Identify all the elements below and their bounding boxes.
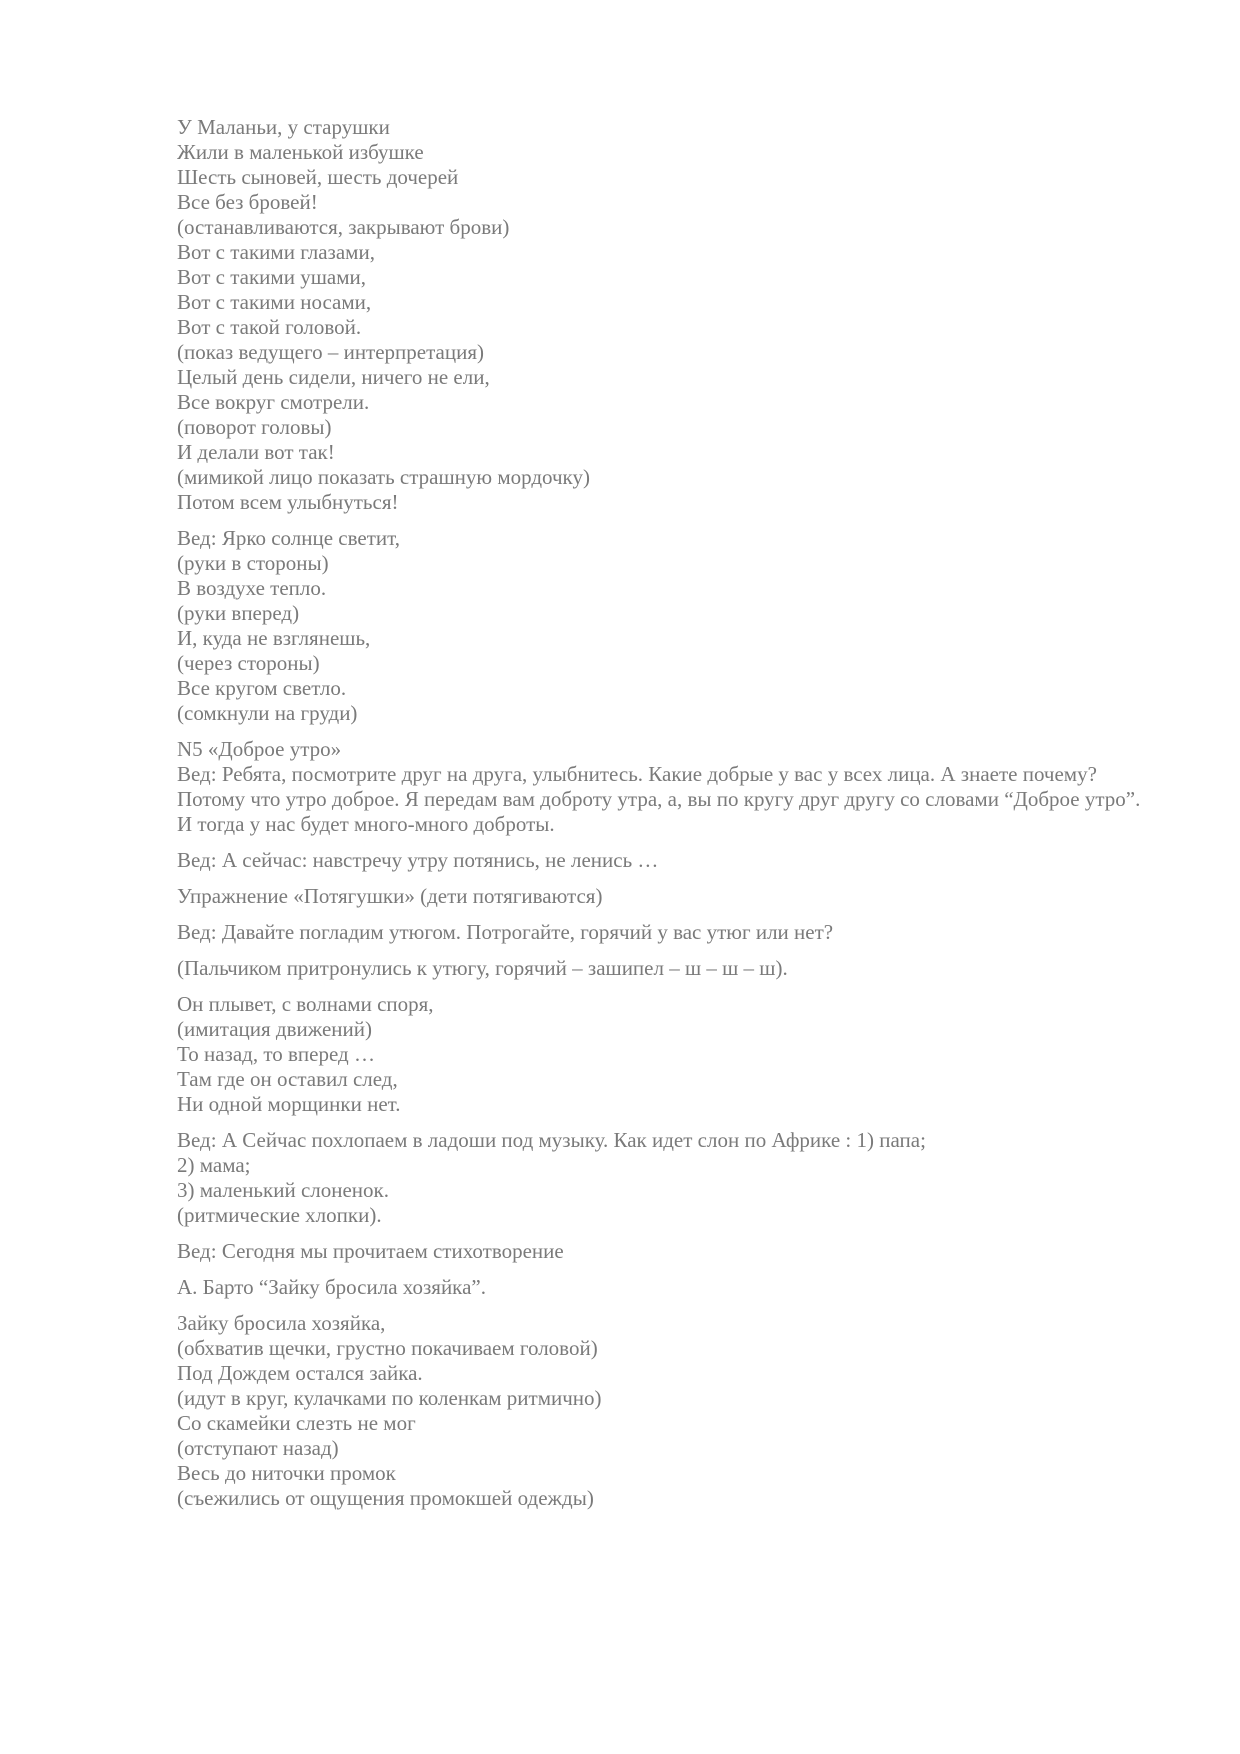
stage-direction: (останавливаются, закрывают брови)	[177, 215, 510, 239]
text-line: Вед: Сегодня мы прочитаем стихотворение	[177, 1239, 564, 1263]
stage-direction: (обхватив щечки, грустно покачиваем головой)	[177, 1336, 598, 1360]
text-line: Зайку бросила хозяйка,	[177, 1311, 386, 1335]
text-line: Целый день сидели, ничего не ели,	[177, 365, 490, 389]
poem-title-line: А. Барто “Зайку бросила хозяйка”.	[177, 1275, 486, 1299]
stage-direction: (руки вперед)	[177, 601, 300, 625]
text-line: Ни одной морщинки нет.	[177, 1092, 401, 1116]
section-elephant	[177, 1128, 1157, 1228]
verse-malanya	[177, 115, 1157, 515]
text-line: Весь до ниточки промок	[177, 1461, 396, 1485]
stage-direction: (через стороны)	[177, 651, 320, 675]
text-line: 3) маленький слоненок.	[177, 1178, 389, 1202]
text-line: Вед: А Сейчас похлопаем в ладоши под музыку. Как идет слон по Африке : 1) папа;	[177, 1128, 926, 1152]
document-body	[177, 115, 1157, 1522]
text-line: Вед: А сейчас: навстречу утру потянись, не ленись …	[177, 848, 659, 872]
text-line: Потом всем улыбнуться!	[177, 490, 399, 514]
text-line: Вот с такими глазами,	[177, 240, 375, 264]
paragraph: Вед: Ребята, посмотрите друг на друга, улыбнитесь. Какие добрые у вас у всех лица. А знаете почему? Потому что утро доброе. Я передам вам доброту утра, а, вы по кругу друг другу со словами “Доброе утро”. И тогда у нас будет много-много доброты.	[177, 762, 1141, 836]
leader-line-stretch	[177, 848, 1157, 873]
text-line: Вот с такой головой.	[177, 315, 362, 339]
text-line: Упражнение «Потягушки» (дети потягиваются)	[177, 884, 603, 908]
text-line: И, куда не взглянешь,	[177, 626, 371, 650]
text-line: И делали вот так!	[177, 440, 335, 464]
exercise-potyagushki	[177, 884, 1157, 909]
stage-direction: (ритмические хлопки).	[177, 1203, 382, 1227]
text-line: Вед: Ярко солнце светит,	[177, 526, 400, 550]
stage-direction: (Пальчиком притронулись к утюгу, горячий – зашипел – ш – ш – ш).	[177, 956, 788, 980]
stage-direction: (руки в стороны)	[177, 551, 329, 575]
section-heading: N5 «Доброе утро»	[177, 737, 342, 761]
stage-direction: (съежились от ощущения промокшей одежды)	[177, 1486, 594, 1510]
verse-iron	[177, 992, 1157, 1117]
text-line: Под Дождем остался зайка.	[177, 1361, 423, 1385]
text-line: Все вокруг смотрели.	[177, 390, 370, 414]
stage-direction: (показ ведущего – интерпретация)	[177, 340, 485, 364]
verse-sun	[177, 526, 1157, 726]
verse-bunny	[177, 1311, 1157, 1511]
stage-direction: (имитация движений)	[177, 1017, 372, 1041]
stage-direction: (поворот головы)	[177, 415, 332, 439]
poem-title	[177, 1275, 1157, 1300]
text-line: Он плывет, с волнами споря,	[177, 992, 434, 1016]
iron-stage-direction	[177, 956, 1157, 981]
text-line: 2) мама;	[177, 1153, 251, 1177]
leader-line-iron	[177, 920, 1157, 945]
stage-direction: (идут в круг, кулачками по коленкам ритмично)	[177, 1386, 602, 1410]
leader-line-poem	[177, 1239, 1157, 1264]
text-line: Со скамейки слезть не мог	[177, 1411, 416, 1435]
text-line: Шесть сыновей, шесть дочерей	[177, 165, 459, 189]
stage-direction: (сомкнули на груди)	[177, 701, 358, 725]
text-line: У Маланьи, у старушки	[177, 115, 390, 139]
text-line: В воздухе тепло.	[177, 576, 327, 600]
text-line: Жили в маленькой избушке	[177, 140, 424, 164]
section-good-morning	[177, 737, 1157, 837]
stage-direction: (отступают назад)	[177, 1436, 339, 1460]
text-line: Все без бровей!	[177, 190, 318, 214]
text-line: Вот с такими ушами,	[177, 265, 366, 289]
text-line: Все кругом светло.	[177, 676, 347, 700]
text-line: Вот с такими носами,	[177, 290, 372, 314]
text-line: Вед: Давайте погладим утюгом. Потрогайте, горячий у вас утюг или нет?	[177, 920, 834, 944]
stage-direction: (мимикой лицо показать страшную мордочку)	[177, 465, 590, 489]
text-line: То назад, то вперед …	[177, 1042, 375, 1066]
text-line: Там где он оставил след,	[177, 1067, 398, 1091]
